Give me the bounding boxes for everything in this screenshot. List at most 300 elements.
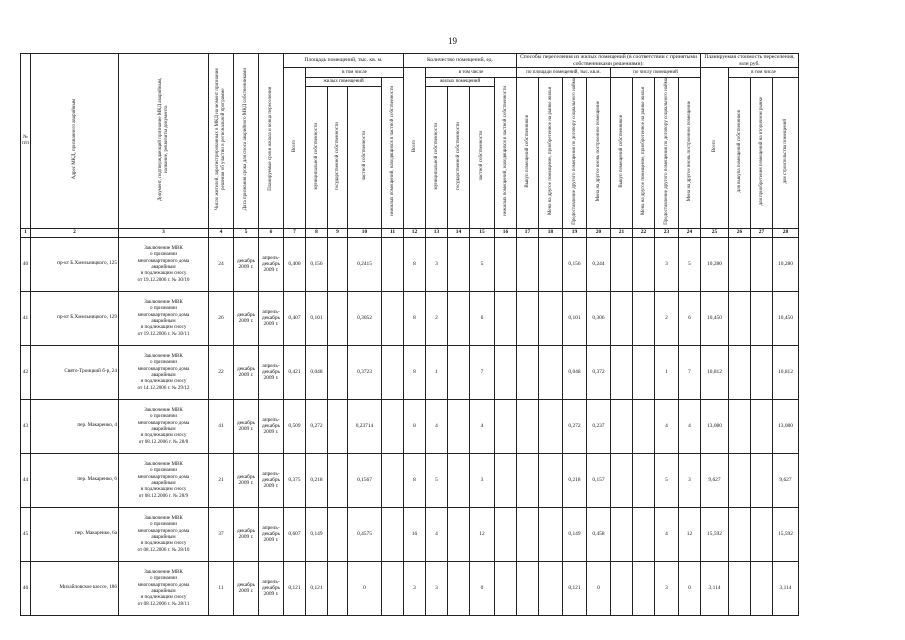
- row-document: [119, 237, 209, 291]
- row-value: 0,156: [306, 237, 328, 291]
- table-row: [21, 507, 799, 561]
- row-value: 10,280: [701, 237, 729, 291]
- row-value: [448, 561, 470, 615]
- row-value: [328, 561, 348, 615]
- row-value: 15,592: [773, 507, 799, 561]
- row-value: [539, 453, 563, 507]
- row-value: 0,4575: [348, 507, 382, 561]
- row-value: [539, 237, 563, 291]
- row-value: [633, 507, 655, 561]
- row-recognition-date-line: 2009 г.: [238, 372, 254, 379]
- row-number: 42: [21, 345, 31, 399]
- row-value: 0,218: [563, 453, 587, 507]
- header-num: № п/п: [21, 54, 31, 229]
- row-value: 12: [470, 507, 495, 561]
- row-value: 4: [470, 399, 495, 453]
- column-number: 14: [448, 228, 470, 237]
- row-value: 15,592: [701, 507, 729, 561]
- row-resettlement-period: [259, 237, 284, 291]
- header-resettlement-period: Планируемые сроки начала и конца переселения: [259, 54, 284, 229]
- row-value: [611, 399, 633, 453]
- row-value: [729, 399, 751, 453]
- header-buyout-cost: для выкупа помещений собственников: [729, 78, 751, 229]
- row-value: [328, 399, 348, 453]
- row-value: 0,121: [563, 561, 587, 615]
- table-body: [21, 237, 799, 615]
- column-number: 1: [21, 228, 31, 237]
- row-number: 41: [21, 291, 31, 345]
- table-header: [21, 54, 799, 238]
- row-document-line: аварийным: [151, 318, 176, 325]
- row-value: [729, 291, 751, 345]
- row-value: 10,280: [773, 237, 799, 291]
- row-value: [729, 237, 751, 291]
- row-recognition-date-line: 2009 г.: [238, 534, 254, 541]
- row-value: [382, 237, 404, 291]
- header-area-group: Площадь помещений, тыс. кв. м.: [284, 54, 404, 68]
- row-number: 45: [21, 507, 31, 561]
- row-resettlement-period-line: 2009 г.: [263, 321, 279, 328]
- row-value: 8: [404, 237, 426, 291]
- header-residents: Число жителей, зарегистрированных в МКД на момент признания решения об участии в региональной программе: [209, 54, 234, 229]
- header-area-residential: жилых помещений: [306, 78, 382, 87]
- row-value: [633, 399, 655, 453]
- row-document-line: многоквартирного дома: [137, 365, 190, 372]
- row-value: 0,3052: [348, 291, 382, 345]
- row-document-line: аварийным: [151, 264, 176, 271]
- row-value: 3: [679, 453, 701, 507]
- row-resettlement-period-line: 2009 г.: [263, 537, 279, 544]
- row-value: 2: [426, 291, 448, 345]
- row-resettlement-period-line: 2009 г.: [263, 429, 279, 436]
- header-area-exchange-market: Мена на другое помещение, приобретенное на рынке жилья: [539, 78, 563, 229]
- table-row: [21, 399, 799, 453]
- row-value: 0,607: [284, 507, 306, 561]
- row-value: 0,048: [563, 345, 587, 399]
- row-resettlement-period-line: апрель-: [262, 470, 280, 477]
- row-value: 0,509: [284, 399, 306, 453]
- row-value: 0,244: [587, 237, 611, 291]
- row-value: 0,157: [587, 453, 611, 507]
- row-value: [539, 561, 563, 615]
- row-value: 3: [426, 561, 448, 615]
- row-value: [517, 453, 539, 507]
- header-count-group: Количество помещений, ед.: [404, 54, 517, 68]
- row-recognition-date: [234, 507, 259, 561]
- row-value: 9,627: [701, 453, 729, 507]
- row-value: [328, 453, 348, 507]
- row-value: 0: [679, 561, 701, 615]
- row-document-line: от 08.12.2006 г. № 28/11: [137, 600, 190, 607]
- row-document-line: аварийным: [151, 372, 176, 379]
- row-recognition-date-line: декабрь: [237, 365, 255, 372]
- row-value: [448, 399, 470, 453]
- header-address: Адрес МКД, признанного аварийным: [31, 54, 119, 229]
- row-value: 5: [470, 237, 495, 291]
- row-recognition-date-line: декабрь: [237, 257, 255, 264]
- row-value: [448, 291, 470, 345]
- column-number: 22: [633, 228, 655, 237]
- column-number: 28: [773, 228, 799, 237]
- row-value: 0,272: [563, 399, 587, 453]
- row-value: [448, 345, 470, 399]
- row-value: 1: [426, 345, 448, 399]
- row-document-line: Заключение МВК: [144, 352, 183, 359]
- row-document: [119, 399, 209, 453]
- row-residents: 24: [209, 237, 234, 291]
- row-document-line: Заключение МВК: [144, 568, 183, 575]
- row-value: 0,218: [306, 453, 328, 507]
- column-number: 5: [234, 228, 259, 237]
- row-number: 43: [21, 399, 31, 453]
- column-number: 12: [404, 228, 426, 237]
- row-value: 0,3723: [348, 345, 382, 399]
- row-document-line: многоквартирного дома: [137, 311, 190, 318]
- header-area-buyout: Выкуп помещений собственников: [517, 78, 539, 229]
- row-residents: 37: [209, 507, 234, 561]
- row-resettlement-period: [259, 453, 284, 507]
- row-recognition-date: [234, 561, 259, 615]
- table-row: [21, 561, 799, 615]
- row-address: пер. Макаренко, 6: [31, 453, 119, 507]
- row-value: 6: [679, 291, 701, 345]
- row-value: 0,375: [284, 453, 306, 507]
- column-number: 13: [426, 228, 448, 237]
- column-number: 20: [587, 228, 611, 237]
- row-value: [633, 345, 655, 399]
- row-value: 8: [404, 345, 426, 399]
- column-number: 8: [306, 228, 328, 237]
- row-value: 13,080: [773, 399, 799, 453]
- row-residents: 26: [209, 291, 234, 345]
- header-recognition-date: Дата признания срока для сноса аварийного МКД собственниками: [234, 54, 259, 229]
- header-by-count: по числу помещений: [611, 68, 701, 78]
- row-document-line: от 08.12.2006 г. № 28/8: [138, 438, 189, 445]
- row-value: [633, 561, 655, 615]
- row-value: 3,114: [773, 561, 799, 615]
- row-value: 0,101: [306, 291, 328, 345]
- row-document: [119, 507, 209, 561]
- row-value: [611, 507, 633, 561]
- row-document-line: и подлежащим сносу: [140, 378, 187, 385]
- row-value: 0,407: [284, 291, 306, 345]
- row-recognition-date-line: 2009 г.: [238, 480, 254, 487]
- header-area-total: Всего: [284, 68, 306, 229]
- row-value: 7: [470, 345, 495, 399]
- row-value: [539, 291, 563, 345]
- table-row: [21, 453, 799, 507]
- row-value: [729, 345, 751, 399]
- row-resettlement-period-line: апрель-: [262, 524, 280, 531]
- row-value: [517, 399, 539, 453]
- row-value: 3: [404, 561, 426, 615]
- row-resettlement-period-line: 2009 г.: [263, 375, 279, 382]
- row-document-line: и подлежащим сносу: [140, 594, 187, 601]
- row-value: [448, 237, 470, 291]
- row-value: [729, 453, 751, 507]
- row-value: 10,450: [773, 291, 799, 345]
- column-number: 7: [284, 228, 306, 237]
- row-value: 3: [426, 237, 448, 291]
- row-value: 1: [655, 345, 679, 399]
- header-purchase-cost: для приобретения помещений на вторичном рынке: [751, 78, 773, 229]
- header-cost-total: Всего: [701, 68, 729, 229]
- row-document-line: Заключение МВК: [144, 514, 183, 521]
- row-value: 10,812: [701, 345, 729, 399]
- row-document-line: многоквартирного дома: [137, 581, 190, 588]
- row-value: 0,048: [306, 345, 328, 399]
- header-count-incl: в том числе: [426, 68, 517, 78]
- row-document-line: о признании: [150, 305, 177, 312]
- row-value: [382, 345, 404, 399]
- row-value: 16: [404, 507, 426, 561]
- row-resettlement-period-line: декабрь: [262, 476, 280, 483]
- row-value: [495, 399, 517, 453]
- row-document-line: Заключение МВК: [144, 406, 183, 413]
- header-count-municipal: муниципальной собственности: [426, 87, 448, 228]
- column-number: 19: [563, 228, 587, 237]
- header-count-nonresidential: нежилых помещений, находящихся в частной собственности: [495, 78, 517, 229]
- row-recognition-date: [234, 399, 259, 453]
- row-document-line: многоквартирного дома: [137, 527, 190, 534]
- row-value: [382, 507, 404, 561]
- column-number-row: [21, 228, 799, 237]
- row-value: 0,458: [587, 507, 611, 561]
- row-recognition-date-line: декабрь: [237, 311, 255, 318]
- row-value: 0,1567: [348, 453, 382, 507]
- row-value: [633, 291, 655, 345]
- row-value: 3,114: [701, 561, 729, 615]
- row-resettlement-period-line: декабрь: [262, 584, 280, 591]
- row-address: Свято-Троицкий б-р, 24: [31, 345, 119, 399]
- row-value: 0: [348, 561, 382, 615]
- row-value: 3: [655, 561, 679, 615]
- row-recognition-date: [234, 453, 259, 507]
- row-recognition-date-line: декабрь: [237, 527, 255, 534]
- row-value: 4: [679, 399, 701, 453]
- column-number: 25: [701, 228, 729, 237]
- table-row: [21, 345, 799, 399]
- row-document-line: Заключение МВК: [144, 460, 183, 467]
- row-value: 0: [470, 561, 495, 615]
- row-resettlement-period-line: декабрь: [262, 368, 280, 375]
- row-document: [119, 291, 209, 345]
- row-recognition-date: [234, 345, 259, 399]
- row-value: [751, 345, 773, 399]
- row-value: [751, 399, 773, 453]
- row-value: 7: [679, 345, 701, 399]
- row-value: [611, 561, 633, 615]
- row-value: [633, 453, 655, 507]
- row-residents: 21: [209, 453, 234, 507]
- row-address: Михайловское шоссе, 186: [31, 561, 119, 615]
- row-resettlement-period-line: декабрь: [262, 260, 280, 267]
- header-area-incl: в том числе: [306, 68, 404, 78]
- column-number: 9: [328, 228, 348, 237]
- row-value: [495, 291, 517, 345]
- column-number: 26: [729, 228, 751, 237]
- row-document: [119, 453, 209, 507]
- row-recognition-date-line: 2009 г.: [238, 588, 254, 595]
- row-value: [751, 291, 773, 345]
- header-methods-group: Способы переселения из жилых помещений (в соответствии с принятыми собственниками решениями):: [517, 54, 701, 68]
- row-value: 4: [426, 507, 448, 561]
- header-area-exchange-new: Мена на другое вновь построенное помещение: [587, 78, 611, 229]
- row-document-line: аварийным: [151, 426, 176, 433]
- table-row: [21, 291, 799, 345]
- row-value: [729, 507, 751, 561]
- row-residents: 41: [209, 399, 234, 453]
- row-value: 5: [426, 453, 448, 507]
- row-value: 0,372: [587, 345, 611, 399]
- header-by-area: по площади помещений, тыс. кв.м.: [517, 68, 611, 78]
- header-construction-cost: для строительства помещений: [773, 78, 799, 229]
- column-number: 4: [209, 228, 234, 237]
- row-value: [382, 291, 404, 345]
- row-recognition-date: [234, 291, 259, 345]
- row-value: [517, 561, 539, 615]
- row-value: 0,149: [563, 507, 587, 561]
- row-value: [729, 561, 751, 615]
- column-number: 16: [495, 228, 517, 237]
- row-value: [517, 345, 539, 399]
- row-document-line: о признании: [150, 413, 177, 420]
- row-value: [633, 237, 655, 291]
- column-number: 15: [470, 228, 495, 237]
- header-count-exchange-market: Мена на другое помещение, приобретенное на рынке жилья: [633, 78, 655, 229]
- row-resettlement-period-line: 2009 г.: [263, 591, 279, 598]
- column-number: 10: [348, 228, 382, 237]
- column-number: 27: [751, 228, 773, 237]
- row-value: 8: [404, 453, 426, 507]
- row-value: 8: [404, 291, 426, 345]
- row-value: [517, 291, 539, 345]
- row-value: [611, 237, 633, 291]
- row-document-line: аварийным: [151, 588, 176, 595]
- row-value: 0,23714: [348, 399, 382, 453]
- row-resettlement-period-line: декабрь: [262, 314, 280, 321]
- header-count-residential: жилых помещений: [426, 78, 495, 87]
- row-value: [751, 453, 773, 507]
- row-value: 4: [655, 507, 679, 561]
- header-count-private: частной собственности: [470, 87, 495, 228]
- row-value: 3: [655, 237, 679, 291]
- header-area-private: частной собственности: [348, 87, 382, 228]
- row-resettlement-period: [259, 291, 284, 345]
- column-number: 24: [679, 228, 701, 237]
- row-value: [751, 561, 773, 615]
- row-document-line: от 14.12.2006 г. № 29/12: [137, 384, 190, 391]
- row-document: [119, 561, 209, 615]
- row-document-line: о признании: [150, 467, 177, 474]
- row-value: 0,272: [306, 399, 328, 453]
- row-value: [517, 237, 539, 291]
- row-resettlement-period-line: апрель-: [262, 362, 280, 369]
- row-value: 0,306: [587, 291, 611, 345]
- resettlement-table: [20, 53, 799, 616]
- row-document-line: аварийным: [151, 480, 176, 487]
- row-value: 0,101: [563, 291, 587, 345]
- row-value: 12: [679, 507, 701, 561]
- row-resettlement-period-line: 2009 г.: [263, 267, 279, 274]
- header-count-state: государственной собственности: [448, 87, 470, 228]
- row-recognition-date-line: декабрь: [237, 581, 255, 588]
- row-document-line: от 08.12.2006 г. № 28/9: [138, 492, 189, 499]
- row-value: 4: [426, 399, 448, 453]
- row-value: [382, 399, 404, 453]
- header-area-municipal: муниципальной собственности: [306, 87, 328, 228]
- row-value: 13,080: [701, 399, 729, 453]
- row-document: [119, 345, 209, 399]
- row-document-line: от 19.12.2006 г. № 30/11: [137, 330, 190, 337]
- row-resettlement-period-line: апрель-: [262, 416, 280, 423]
- row-resettlement-period: [259, 561, 284, 615]
- row-value: 3: [470, 453, 495, 507]
- row-number: 40: [21, 237, 31, 291]
- row-recognition-date: [234, 237, 259, 291]
- row-recognition-date-line: 2009 г.: [238, 318, 254, 325]
- row-number: 44: [21, 453, 31, 507]
- column-number: 17: [517, 228, 539, 237]
- row-document-line: и подлежащим сносу: [140, 432, 187, 439]
- header-count-buyout: Выкуп помещений собственников: [611, 78, 633, 229]
- header-document: Документ, подтверждающий признание МКД аварийным, название, реквизиты документа: [119, 54, 209, 229]
- row-value: 6: [470, 291, 495, 345]
- row-value: [495, 507, 517, 561]
- column-number: 21: [611, 228, 633, 237]
- row-recognition-date-line: 2009 г.: [238, 264, 254, 271]
- row-value: [611, 345, 633, 399]
- row-value: [611, 453, 633, 507]
- column-number: 2: [31, 228, 119, 237]
- row-value: 0,121: [306, 561, 328, 615]
- row-value: [539, 399, 563, 453]
- row-value: [382, 453, 404, 507]
- row-resettlement-period: [259, 507, 284, 561]
- row-document-line: многоквартирного дома: [137, 473, 190, 480]
- row-value: 10,450: [701, 291, 729, 345]
- row-document-line: и подлежащим сносу: [140, 486, 187, 493]
- row-value: 0,421: [284, 345, 306, 399]
- row-value: [382, 561, 404, 615]
- row-value: 0: [587, 561, 611, 615]
- row-value: 0,149: [306, 507, 328, 561]
- row-document-line: о признании: [150, 521, 177, 528]
- row-value: 9,627: [773, 453, 799, 507]
- row-resettlement-period-line: декабрь: [262, 422, 280, 429]
- row-resettlement-period: [259, 345, 284, 399]
- column-number: 18: [539, 228, 563, 237]
- row-recognition-date-line: декабрь: [237, 473, 255, 480]
- row-recognition-date-line: декабрь: [237, 419, 255, 426]
- header-count-total: Всего: [404, 68, 426, 229]
- row-residents: 11: [209, 561, 234, 615]
- row-value: [539, 507, 563, 561]
- row-value: 0,237: [587, 399, 611, 453]
- column-number: 3: [119, 228, 209, 237]
- row-document-line: о признании: [150, 575, 177, 582]
- row-document-line: от 19.12.2006 г. № 30/10: [137, 276, 190, 283]
- row-value: 0,156: [563, 237, 587, 291]
- header-area-social-lease: Предоставление другого помещения по договору социального найма: [563, 78, 587, 229]
- row-value: [495, 561, 517, 615]
- row-document-line: о признании: [150, 251, 177, 258]
- header-area-nonresidential: нежилых помещений, находящихся в частной собственности: [382, 78, 404, 229]
- row-value: [328, 507, 348, 561]
- row-value: [328, 345, 348, 399]
- row-value: 0,121: [284, 561, 306, 615]
- row-value: 8: [404, 399, 426, 453]
